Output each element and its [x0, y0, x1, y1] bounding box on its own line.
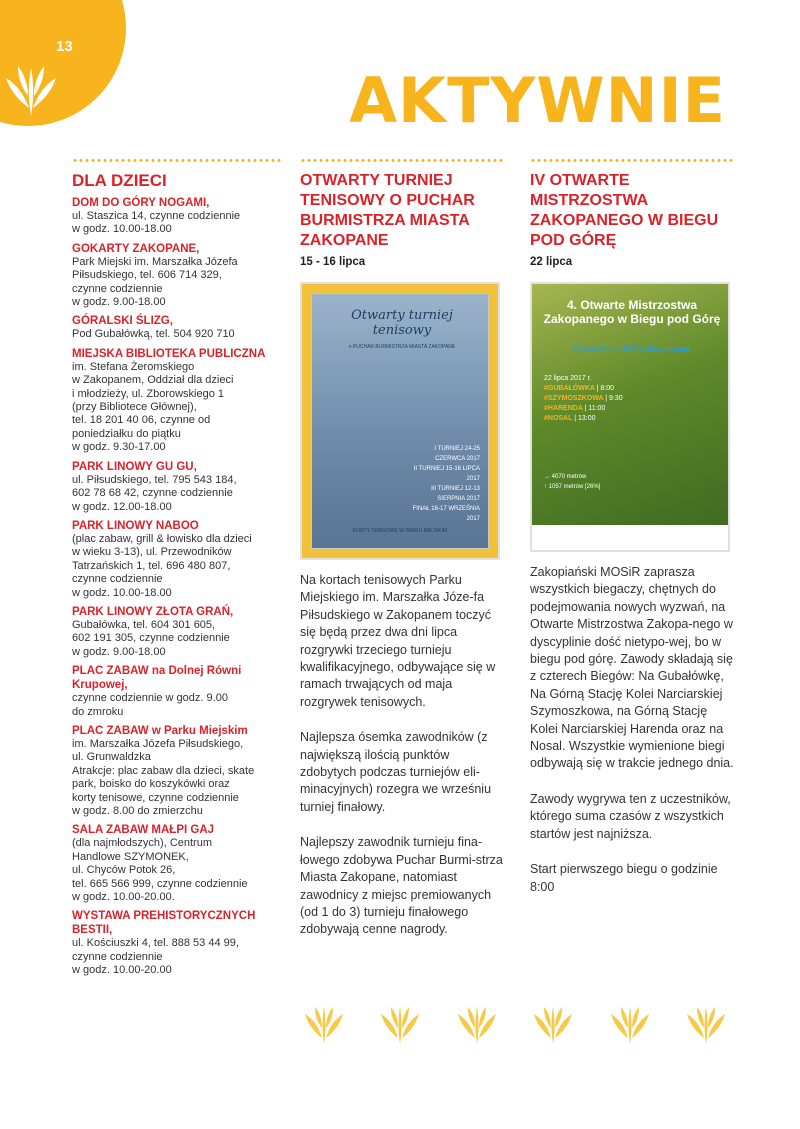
venue-info-line: ul. Staszica 14, czynne codziennie	[72, 210, 241, 222]
poster-footer: KORTY TENISOWE W PARKU MIEJSKIM	[352, 528, 448, 534]
venue-item	[72, 664, 282, 719]
poster-logos	[532, 525, 728, 550]
poster-stats	[544, 472, 600, 492]
uphill-column	[530, 158, 735, 896]
venue-name: SALA ZABAW MAŁPI GAJ	[72, 824, 215, 837]
poster-race-line: #HARENDA | 11:00	[544, 405, 606, 412]
tennis-column	[300, 158, 505, 939]
poster-stat-line: → 4070 metrów	[544, 474, 587, 480]
uphill-poster	[530, 282, 730, 552]
poster-race-line: #GUBAŁÓWKA | 8:00	[544, 385, 615, 392]
wheat-ornament-icon	[606, 996, 654, 1046]
tennis-title: OTWARTY TURNIEJ TENISOWY O PUCHAR BURMISTRZA MIASTA ZAKOPANE	[300, 172, 475, 249]
race-name: #HARENDA	[544, 405, 585, 412]
dotted-divider	[72, 158, 282, 163]
poster-races	[544, 374, 623, 424]
venue-info-line: ul. Grunwaldzka	[72, 751, 151, 764]
venue-info-line: w godz. 8.00 do zmierzchu	[72, 805, 203, 817]
uphill-text	[530, 564, 735, 896]
poster-date: 22 lipca 2017 r.	[544, 375, 592, 382]
venue-info-line: w godz. 12.00-18.00	[72, 500, 172, 513]
poster-stat-line: ↑ 1057 metrów [26%]	[544, 484, 601, 490]
paragraph: Zakopiański MOSiR zaprasza wszystkich biegaczy, chętnych do podejmowania nowych wyzwań, na Otwarte Mistrzostwa Zakopa-nego w dyscyplinie dość nietypo-wej, bo w biegu pod górę. Zawody składają się z czterech Biegów: Na Gubałówkę, Na Górną Stację Kolei Narciarskiej Szymoszkowa, na Górną Stację Kolei Narciarskiej Harenda oraz na Nosal. Wszystkie wymienione biegi odbywają się w trakcie jednego dnia.	[530, 565, 734, 771]
poster-date-line: II TURNIEJ 15-16 LIPCA 2017	[413, 466, 480, 482]
venue-info-line: tel. 665 566 999, czynne codziennie	[72, 877, 248, 890]
tennis-date: 15 - 16 lipca	[300, 256, 366, 268]
venue-info-line: Gubałówka, tel. 604 301 605,	[72, 618, 216, 631]
paragraph: Na kortach tenisowych Parku Miejskiego im. Marszałka Józe-fa Piłsudskiego w Zakopanem toczyć się będą przez dwa dni lipca rozgrywki trzeciego turnieju kwalifikacyjnego, odbywające się w ramach trwających od maja rozgrywek tenisowych.	[300, 573, 496, 709]
poster-dates	[410, 444, 480, 524]
venue-item	[72, 605, 282, 659]
wheat-ornament-icon	[682, 996, 730, 1046]
venue-info-line: w godz. 9.00-18.00	[72, 296, 166, 309]
paragraph: Najlepszy zawodnik turnieju fina-łowego zdobywa Puchar Burmi-strza Miasta Zakopane, natomiast zawodnicy z miejsc premiowanych (od 1 do 3) turnieju finałowego zdobywają cenne nagrody.	[300, 835, 503, 937]
venue-info-line: w wieku 3-13), ul. Przewodników	[72, 546, 232, 559]
race-name: #GUBAŁÓWKA	[544, 385, 597, 392]
venue-item	[72, 519, 282, 600]
venue-name: PARK LINOWY GU GU,	[72, 460, 197, 473]
venue-info-line: park, boisko do koszykówki oraz	[72, 778, 230, 791]
venue-info-line: i młodzieży, ul. Zborowskiego 1	[72, 387, 225, 400]
venue-info-line: czynne codziennie	[72, 573, 163, 586]
poster-title: 4. Otwarte Mistrzostwa Zakopanego w Biegu pod Górę	[543, 298, 721, 326]
kids-section-title: DLA DZIECI	[72, 171, 167, 190]
poster-race-line: #SZYMOSZKOWA | 9:30	[544, 395, 623, 402]
venue-info-line: ul. Kościuszki 4, tel. 888 53 44 99,	[72, 937, 239, 950]
dotted-divider	[530, 158, 735, 163]
poster-date-line: III TURNIEJ 12-13 SIERPNIA 2017	[431, 486, 480, 502]
footer-ornaments	[300, 996, 730, 1046]
venue-name: WYSTAWA PREHISTORYCZNYCH BESTII,	[72, 910, 256, 937]
venue-info-line: korty tenisowe, czynne codziennie	[72, 791, 239, 804]
venue-info-line: poniedziałku do piątku	[72, 427, 181, 440]
venue-info-line: Tatrzańskich 1, tel. 696 480 807,	[72, 559, 231, 572]
poster-subtitle: o PUCHAR BURMISTRZA MIASTA ZAKOPANE	[348, 344, 456, 350]
venue-name: PARK LINOWY ZŁOTA GRAŃ,	[72, 605, 234, 618]
tennis-poster	[300, 282, 500, 560]
poster-date-line: FINAŁ 16-17 WRZEŚNIA 2017	[412, 506, 480, 522]
venue-info-line: im. Marszałka Józefa Piłsudskiego,	[72, 737, 244, 750]
venue-item	[72, 242, 282, 310]
venue-info-line: 602 78 68 42, czynne codziennie	[72, 487, 233, 500]
venue-info-line: w Zakopanem, Oddział dla dzieci	[72, 374, 234, 387]
wheat-ornament-icon	[453, 996, 501, 1046]
venue-info-line: w godz. 9.30-17.00	[72, 441, 166, 454]
wheat-ornament-icon	[300, 996, 348, 1046]
venue-info-line: tel. 18 201 40 06, czynne od	[72, 414, 211, 427]
venue-info-line: w godz. 10.00-20.00.	[72, 891, 175, 904]
venue-info-line: Atrakcje: plac zabaw dla dzieci, skate	[72, 764, 255, 777]
venue-info-line: Park Miejski im. Marszałka Józefa	[72, 255, 238, 268]
venue-info-line: Piłsudskiego, tel. 606 714 329,	[72, 269, 222, 282]
uphill-date: 22 lipca	[530, 256, 573, 268]
tennis-text	[300, 572, 505, 939]
venue-name: GÓRALSKI ŚLIZG,	[72, 315, 173, 328]
poster-title: Otwarty turniej tenisowy	[351, 308, 453, 338]
venue-info-line: czynne codziennie w godz. 9.00	[72, 692, 228, 705]
wheat-ornament-icon	[376, 996, 424, 1046]
venue-info-line: im. Stefana Żeromskiego	[72, 360, 195, 373]
venue-info-line: (plac zabaw, grill & łowisko dla dzieci	[72, 532, 252, 545]
venue-info-line: (przy Bibliotece Głównej),	[72, 401, 197, 414]
poster-date-line: I TURNIEJ 24-25 CZERWCA 2017	[434, 446, 480, 462]
page-title: AKTYWNIE	[349, 64, 726, 137]
venue-info-line: Handlowe SZYMONEK,	[72, 850, 189, 863]
race-name: #SZYMOSZKOWA	[544, 395, 606, 402]
kids-column	[72, 158, 282, 978]
paragraph: Zawody wygrywa ten z uczestników, którego suma czasów z wszystkich startów jest najniższa.	[530, 791, 731, 841]
venue-name: GOKARTY ZAKOPANE,	[72, 242, 200, 255]
venue-info-line: w godz. 10.00-18.00	[72, 586, 172, 599]
venue-item	[72, 196, 282, 237]
poster-subtitle: Puchar Polski 2017 w Skyrunningu	[574, 346, 690, 353]
paragraph: Start pierwszego biegu o godzinie 8:00	[530, 862, 718, 894]
venue-name: MIEJSKA BIBLIOTEKA PUBLICZNA	[72, 347, 266, 360]
venue-item	[72, 347, 282, 455]
venue-info-line: (dla najmłodszych), Centrum	[72, 837, 212, 850]
venue-info-line: czynne codziennie	[72, 282, 163, 295]
venue-name: DOM DO GÓRY NOGAMI,	[72, 197, 210, 209]
venue-item	[72, 909, 282, 977]
venue-item	[72, 314, 282, 341]
venue-info-line: ul. Piłsudskiego, tel. 795 543 184,	[72, 473, 237, 486]
venue-info-line: w godz. 10.00-20.00	[72, 964, 172, 977]
venue-info-line: 602 191 305, czynne codziennie	[72, 632, 230, 645]
venue-info-line: ul. Chyców Potok 26,	[72, 864, 176, 877]
venue-list	[72, 196, 282, 978]
page-number: 13	[56, 38, 73, 55]
venue-info-line: Pod Gubałówką, tel. 504 920 710	[72, 328, 235, 341]
wheat-ornament-icon	[529, 996, 577, 1046]
paragraph: Najlepsza ósemka zawodników (z największą ilością punktów zdobytych podczas turniejów eli-minacyjnych) rozegra we wrześniu turniej finałowy.	[300, 730, 492, 814]
venue-item	[72, 823, 282, 904]
venue-item	[72, 724, 282, 818]
venue-info-line: do zmroku	[72, 705, 124, 718]
venue-info-line: w godz. 10.00-18.00	[72, 223, 172, 236]
dotted-divider	[300, 158, 505, 163]
venue-info-line: czynne codziennie	[72, 950, 163, 963]
poster-race-line: #NOSAL | 13:00	[544, 415, 596, 422]
venue-name: PLAC ZABAW na Dolnej Równi Krupowej,	[72, 665, 242, 692]
venue-item	[72, 460, 282, 514]
venue-name: PARK LINOWY NABOO	[72, 519, 199, 532]
uphill-title: IV OTWARTE MISTRZOSTWA ZAKOPANEGO W BIEGU POD GÓRĘ	[530, 172, 719, 249]
venue-name: PLAC ZABAW w Parku Miejskim	[72, 724, 248, 737]
race-name: #NOSAL	[544, 415, 575, 422]
venue-info-line: w godz. 9.00-18.00	[72, 645, 166, 658]
wheat-ornament-icon	[0, 48, 62, 118]
